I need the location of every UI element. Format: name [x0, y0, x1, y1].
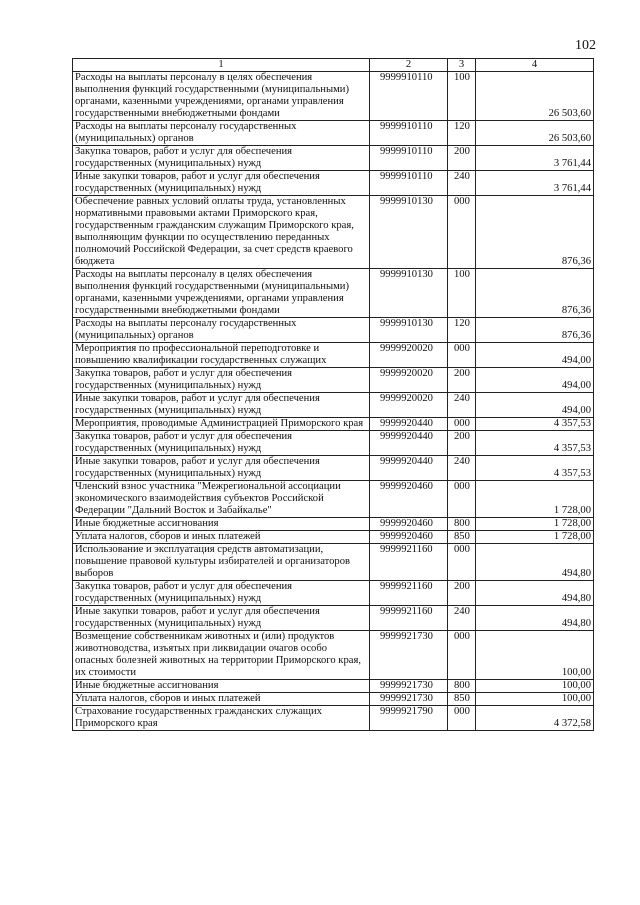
target-code-cell: 9999910110	[370, 121, 448, 146]
expense-name-cell: Обеспечение равных условий оплаты труда, установленных нормативными правовыми актами Приморского края, государственным гражданским служащим Приморского края, выполняющим функции по осуществлению переданных полномочий Российской Федерации, за счет средств краевого бюджета	[73, 196, 370, 269]
expense-name-cell: Иные закупки товаров, работ и услуг для обеспечения государственных (муниципальных) нужд	[73, 393, 370, 418]
expense-name-cell: Уплата налогов, сборов и иных платежей	[73, 693, 370, 706]
target-code-cell: 9999921730	[370, 680, 448, 693]
amount-cell: 876,36	[476, 269, 594, 318]
expense-type-cell: 200	[448, 431, 476, 456]
expense-name-cell: Уплата налогов, сборов и иных платежей	[73, 531, 370, 544]
amount-cell: 1 728,00	[476, 518, 594, 531]
target-code-cell: 9999910110	[370, 171, 448, 196]
expense-type-cell: 000	[448, 481, 476, 518]
expense-type-cell: 800	[448, 518, 476, 531]
table-row	[73, 693, 594, 706]
expense-type-cell: 000	[448, 544, 476, 581]
expense-name-cell: Закупка товаров, работ и услуг для обеспечения государственных (муниципальных) нужд	[73, 368, 370, 393]
expense-name-cell: Расходы на выплаты персоналу в целях обеспечения выполнения функций государственными (муниципальными) органами, казенными учреждениями, органами управления государственными внебюджетными фондами	[73, 72, 370, 121]
table-row	[73, 581, 594, 606]
amount-cell: 26 503,60	[476, 72, 594, 121]
table-row	[73, 631, 594, 680]
table-row	[73, 368, 594, 393]
expense-type-cell: 240	[448, 456, 476, 481]
target-code-cell: 9999920460	[370, 481, 448, 518]
target-code-cell: 9999910130	[370, 269, 448, 318]
expense-name-cell: Иные бюджетные ассигнования	[73, 680, 370, 693]
table-row	[73, 544, 594, 581]
expense-name-cell: Расходы на выплаты персоналу государственных (муниципальных) органов	[73, 121, 370, 146]
expense-type-cell: 200	[448, 146, 476, 171]
target-code-cell: 9999921160	[370, 606, 448, 631]
amount-cell: 100,00	[476, 693, 594, 706]
table-row	[73, 72, 594, 121]
column-header-2: 2	[370, 59, 448, 72]
table-row	[73, 146, 594, 171]
expense-name-cell: Мероприятия по профессиональной переподготовке и повышению квалификации государственных служащих	[73, 343, 370, 368]
target-code-cell: 9999921160	[370, 544, 448, 581]
amount-cell: 1 728,00	[476, 481, 594, 518]
table-row	[73, 531, 594, 544]
expense-type-cell: 850	[448, 531, 476, 544]
table-row	[73, 269, 594, 318]
target-code-cell: 9999920440	[370, 456, 448, 481]
expense-type-cell: 240	[448, 393, 476, 418]
amount-cell: 3 761,44	[476, 146, 594, 171]
expense-name-cell: Мероприятия, проводимые Администрацией Приморского края	[73, 418, 370, 431]
page-number: 102	[575, 38, 596, 53]
table-row	[73, 418, 594, 431]
expense-name-cell: Расходы на выплаты персоналу государственных (муниципальных) органов	[73, 318, 370, 343]
expense-name-cell: Иные закупки товаров, работ и услуг для обеспечения государственных (муниципальных) нужд	[73, 171, 370, 196]
target-code-cell: 9999920440	[370, 431, 448, 456]
table-row	[73, 680, 594, 693]
table-row	[73, 171, 594, 196]
target-code-cell: 9999921160	[370, 581, 448, 606]
expense-name-cell: Закупка товаров, работ и услуг для обеспечения государственных (муниципальных) нужд	[73, 431, 370, 456]
expense-name-cell: Закупка товаров, работ и услуг для обеспечения государственных (муниципальных) нужд	[73, 581, 370, 606]
amount-cell: 494,00	[476, 368, 594, 393]
amount-cell: 494,00	[476, 343, 594, 368]
expense-type-cell: 240	[448, 606, 476, 631]
target-code-cell: 9999920460	[370, 518, 448, 531]
expense-type-cell: 120	[448, 121, 476, 146]
amount-cell: 494,00	[476, 393, 594, 418]
table-row	[73, 456, 594, 481]
amount-cell: 100,00	[476, 631, 594, 680]
expense-type-cell: 000	[448, 196, 476, 269]
amount-cell: 494,80	[476, 581, 594, 606]
target-code-cell: 9999910130	[370, 318, 448, 343]
table-header-row	[73, 59, 594, 72]
expense-type-cell: 120	[448, 318, 476, 343]
expense-name-cell: Использование и эксплуатация средств автоматизации, повышение правовой культуры избирателей и организаторов выборов	[73, 544, 370, 581]
target-code-cell: 9999910130	[370, 196, 448, 269]
column-header-3: 3	[448, 59, 476, 72]
target-code-cell: 9999920020	[370, 343, 448, 368]
table-row	[73, 481, 594, 518]
amount-cell: 876,36	[476, 196, 594, 269]
target-code-cell: 9999921790	[370, 706, 448, 731]
expense-name-cell: Расходы на выплаты персоналу в целях обеспечения выполнения функций государственными (муниципальными) органами, казенными учреждениями, органами управления государственными внебюджетными фондами	[73, 269, 370, 318]
amount-cell: 494,80	[476, 544, 594, 581]
target-code-cell: 9999920020	[370, 393, 448, 418]
expense-type-cell: 200	[448, 581, 476, 606]
target-code-cell: 9999920440	[370, 418, 448, 431]
table-row	[73, 196, 594, 269]
table-row	[73, 343, 594, 368]
expense-name-cell: Иные закупки товаров, работ и услуг для обеспечения государственных (муниципальных) нужд	[73, 606, 370, 631]
expense-type-cell: 000	[448, 706, 476, 731]
expense-name-cell: Возмещение собственникам животных и (или) продуктов животноводства, изъятых при ликвидации очагов особо опасных болезней животных на территории Приморского края, их стоимости	[73, 631, 370, 680]
amount-cell: 876,36	[476, 318, 594, 343]
table-row	[73, 518, 594, 531]
column-header-4: 4	[476, 59, 594, 72]
budget-table	[72, 58, 594, 731]
target-code-cell: 9999920020	[370, 368, 448, 393]
expense-type-cell: 850	[448, 693, 476, 706]
table-row	[73, 121, 594, 146]
amount-cell: 494,80	[476, 606, 594, 631]
expense-name-cell: Иные закупки товаров, работ и услуг для обеспечения государственных (муниципальных) нужд	[73, 456, 370, 481]
expense-type-cell: 000	[448, 631, 476, 680]
amount-cell: 100,00	[476, 680, 594, 693]
expense-type-cell: 100	[448, 72, 476, 121]
expense-type-cell: 200	[448, 368, 476, 393]
table-row	[73, 606, 594, 631]
table-row	[73, 318, 594, 343]
expense-type-cell: 800	[448, 680, 476, 693]
expense-type-cell: 240	[448, 171, 476, 196]
expense-type-cell: 000	[448, 418, 476, 431]
column-header-1: 1	[73, 59, 370, 72]
amount-cell: 3 761,44	[476, 171, 594, 196]
target-code-cell: 9999920460	[370, 531, 448, 544]
expense-type-cell: 100	[448, 269, 476, 318]
target-code-cell: 9999921730	[370, 631, 448, 680]
table-row	[73, 431, 594, 456]
amount-cell: 4 357,53	[476, 418, 594, 431]
amount-cell: 4 357,53	[476, 456, 594, 481]
amount-cell: 1 728,00	[476, 531, 594, 544]
expense-name-cell: Страхование государственных гражданских служащих Приморского края	[73, 706, 370, 731]
expense-type-cell: 000	[448, 343, 476, 368]
table-row	[73, 393, 594, 418]
target-code-cell: 9999921730	[370, 693, 448, 706]
amount-cell: 4 357,53	[476, 431, 594, 456]
target-code-cell: 9999910110	[370, 146, 448, 171]
expense-name-cell: Иные бюджетные ассигнования	[73, 518, 370, 531]
expense-name-cell: Закупка товаров, работ и услуг для обеспечения государственных (муниципальных) нужд	[73, 146, 370, 171]
amount-cell: 26 503,60	[476, 121, 594, 146]
expense-name-cell: Членский взнос участника "Межрегиональной ассоциации экономического взаимодействия субъектов Российской Федерации "Дальний Восток и Забайкалье"	[73, 481, 370, 518]
target-code-cell: 9999910110	[370, 72, 448, 121]
amount-cell: 4 372,58	[476, 706, 594, 731]
table-row	[73, 706, 594, 731]
